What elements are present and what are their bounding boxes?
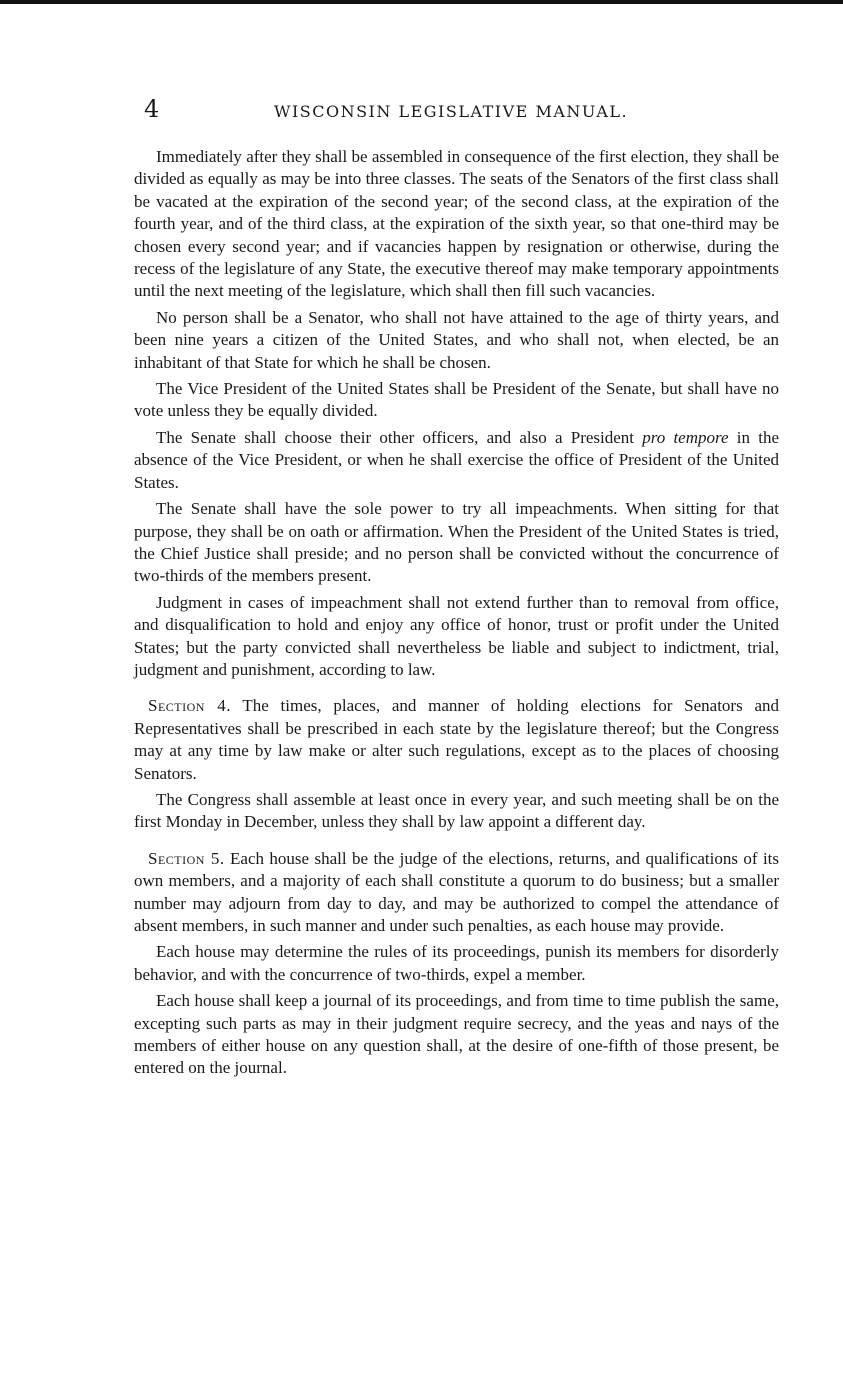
paragraph-congress-assembly: The Congress shall assemble at least once in every year, and such meeting shall be on the first Monday in December, unless they shall by law appoint a different day. [134,789,779,832]
page-header [144,96,784,136]
paragraph-section-5: Section 5. Each house shall be the judge of the elections, returns, and qualifications of its own members, and a majority of each shall constitute a quorum to do business; but a smaller number may adjourn from day to day, and may be authorized to compel the attendance of absent members, in such manner and under such penalties, as each house may provide. [134,848,780,935]
page-number: 4 [144,95,160,123]
page-body [134,146,779,1084]
page-top-border [0,0,843,4]
section-label: Section 4. [148,696,231,716]
paragraph-section-4: Section 4. The times, places, and manner of holding elections for Senators and Representatives shall be prescribed in each state by the legislature thereof; but the Congress may at any time by law make or alter such regulations, except as to the places of choosing Senators. [134,696,779,783]
paragraph-senator-qualifications: No person shall be a Senator, who shall not have attained to the age of thirty years, and been nine years a citizen of the United States, and who shall not, when elected, be an inhabitant of that State for which he shall be chosen. [134,307,779,372]
section-label: Section 5. [148,848,225,868]
running-title: WISCONSIN LEGISLATIVE MANUAL. [274,102,629,121]
paragraph-senate-classes: Immediately after they shall be assembled in consequence of the first election, they shall be divided as equally as may be into three classes. The seats of the Senators of the first class shall be vacated at the expiration of the second year; of the second class, at the expiration of the fourth year, and of the third class, at the expiration of the sixth year, so that one-third may be chosen every second year; and if vacancies happen by resignation or otherwise, during the recess of the legislature of any State, the executive thereof may make temporary appointments until the next meeting of the legislature, which shall then fill such vacancies. [134,147,779,301]
paragraph-vice-president: The Vice President of the United States shall be President of the Senate, but shall have no vote unless they be equally divided. [134,379,779,421]
paragraph-impeachment-judgment: Judgment in cases of impeachment shall not extend further than to removal from office, and disqualification to hold and enjoy any office of honor, trust or profit under the United States; but the party convicted shall nevertheless be liable and subject to indictment, trial, judgment and punishment, according to law. [134,592,779,679]
paragraph-senate-officers: The Senate shall choose their other officers, and also a President pro tempore in the absence of the Vice President, or when he shall exercise the office of President of the United States. [134,427,779,492]
paragraph-house-rules: Each house may determine the rules of its proceedings, punish its members for disorderly behavior, and with the concurrence of two-thirds, expel a member. [134,942,779,984]
paragraph-house-journal: Each house shall keep a journal of its proceedings, and from time to time publish the same, excepting such parts as may in their judgment require secrecy, and the yeas and nays of the members of either house on any question shall, at the desire of one-fifth of those present, be entered on the journal. [134,991,779,1078]
italic-term: pro tempore [642,427,729,447]
paragraph-impeachment-trials: The Senate shall have the sole power to try all impeachments. When sitting for that purpose, they shall be on oath or affirmation. When the President of the United States is tried, the Chief Justice shall preside; and no person shall be convicted without the concurrence of two-thirds of the members present. [134,499,779,586]
